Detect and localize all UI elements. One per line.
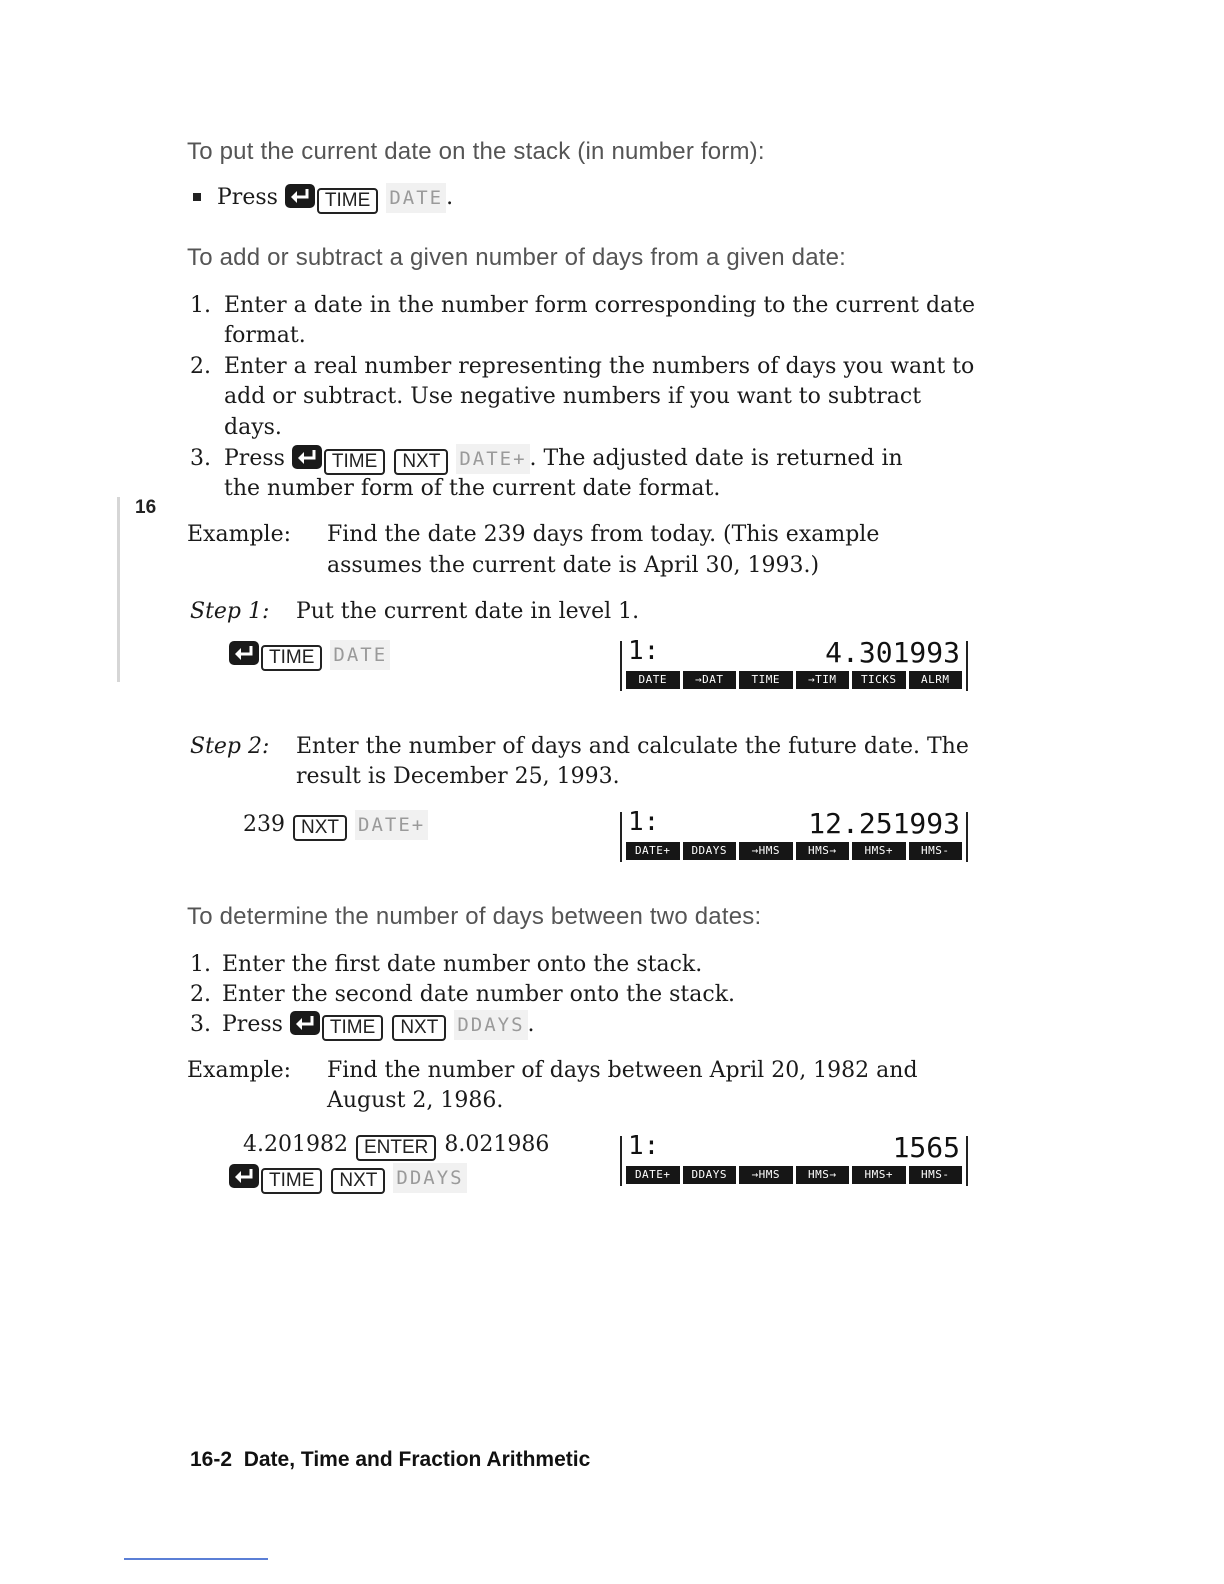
date-softkey: DATE [386,183,446,213]
time-key: TIME [322,1015,383,1041]
step-2-num: 2. [190,354,211,379]
example-1-label: Example: [187,522,291,547]
menu-key: DATE+ [626,842,680,860]
step-2-line2: result is December 25, 1993. [296,764,620,789]
step-2-label: Step 2: [190,734,270,759]
stack-level: 1: [628,1131,660,1161]
left-shift-key-icon [285,184,315,208]
menu-key: HMS+ [852,1166,906,1184]
example-1-line2: assumes the current date is April 30, 1993.) [327,553,820,578]
calculator-display-1 [620,636,968,691]
number-entry: 4.201982 [243,1132,348,1157]
menu-key: HMS→ [796,1166,850,1184]
nxt-key: NXT [331,1168,385,1194]
menu-key: HMS+ [852,842,906,860]
bottom-rule [124,1558,268,1560]
menu-key: TIME [739,671,793,689]
menu-key: ALRM [909,671,963,689]
left-shift-key-icon [290,1011,320,1035]
menu-key: HMS- [909,1166,963,1184]
softkey-menu [626,671,962,689]
step-2-line1: Enter the number of days and calculate the future date. The [296,734,969,759]
step-1-num: 1. [190,952,211,977]
step-3-num: 3. [190,1012,211,1037]
press-text: Press [217,185,278,210]
menu-key: DDAYS [683,1166,737,1184]
bullet-icon [193,193,201,201]
step-3-line2: the number form of the current date format. [224,476,721,501]
example-2-label: Example: [187,1058,291,1083]
step-1-text: Put the current date in level 1. [296,599,640,624]
date-plus-softkey: DATE+ [355,810,428,840]
left-shift-key-icon [229,1164,259,1188]
step-1-label: Step 1: [190,599,270,624]
step-3-num: 3. [190,446,211,471]
time-key: TIME [261,1168,322,1194]
stack-value: 12.251993 [808,807,960,840]
menu-key: DATE [626,671,680,689]
step-2-line3: days. [224,415,282,440]
menu-key: →HMS [739,1166,793,1184]
step-1-keystrokes [229,640,390,671]
time-key: TIME [261,645,322,671]
number-entry: 239 [243,812,285,837]
section-heading-current-date: To put the current date on the stack (in number form): [187,138,765,165]
left-shift-key-icon [229,641,259,665]
nxt-key: NXT [392,1015,446,1041]
calculator-display-3 [620,1131,968,1186]
section-heading-add-days: To add or subtract a given number of days from a given date: [187,244,847,271]
softkey-menu [626,842,962,860]
example-2-line2: August 2, 1986. [327,1088,504,1113]
number-entry: 8.021986 [444,1132,550,1157]
section-heading-days-between: To determine the number of days between two dates: [187,903,762,930]
step-3-line: Press TIME NXT DDAYS . [222,1010,535,1041]
menu-key: TICKS [852,671,906,689]
date-plus-softkey: DATE+ [456,444,529,474]
step-2-line2: add or subtract. Use negative numbers if you want to subtract [224,384,922,409]
chapter-title: Date, Time and Fraction Arithmetic [243,1448,591,1471]
step-1-line2: format. [224,323,306,348]
time-key: TIME [317,188,378,214]
instruction-current-date: Press TIME DATE . [193,183,453,214]
example-2-line1: Find the number of days between April 20, 1982 and [327,1058,918,1083]
step-3-line1: Press TIME NXT DATE+ . The adjusted date is returned in [224,444,903,475]
stack-value: 1565 [892,1131,960,1164]
nxt-key: NXT [394,449,448,475]
left-shift-key-icon [292,445,322,469]
nxt-key: NXT [293,815,347,841]
chapter-tab: 16 [135,497,157,518]
step-2-keystrokes [243,810,428,841]
ddays-softkey: DDAYS [454,1010,527,1040]
step-2-num: 2. [190,982,211,1007]
example-1-line1: Find the date 239 days from today. (This example [327,522,880,547]
example-2-keystrokes-1 [243,1130,549,1161]
menu-key: HMS- [909,842,963,860]
enter-key: ENTER [356,1135,436,1161]
page-number: 16-2 [190,1448,233,1471]
step-1-num: 1. [190,293,211,318]
menu-key: →DAT [683,671,737,689]
stack-value: 4.301993 [825,636,960,669]
page-footer [190,1448,590,1472]
menu-key: →HMS [739,842,793,860]
menu-key: DATE+ [626,1166,680,1184]
step-2-line1: Enter a real number representing the numbers of days you want to [224,354,975,379]
example-2-keystrokes-2 [229,1163,467,1194]
step-2-text: Enter the second date number onto the stack. [222,982,736,1007]
time-key: TIME [324,449,385,475]
step-1-text: Enter the first date number onto the stack. [222,952,703,977]
date-softkey: DATE [330,640,390,670]
stack-level: 1: [628,807,660,837]
ddays-softkey: DDAYS [393,1163,466,1193]
softkey-menu [626,1166,962,1184]
menu-key: DDAYS [683,842,737,860]
menu-key: HMS→ [796,842,850,860]
chapter-tab-bar [117,497,120,682]
calculator-display-2 [620,807,968,862]
step-1-line1: Enter a date in the number form corresponding to the current date [224,293,976,318]
menu-key: →TIM [796,671,850,689]
stack-level: 1: [628,636,660,666]
